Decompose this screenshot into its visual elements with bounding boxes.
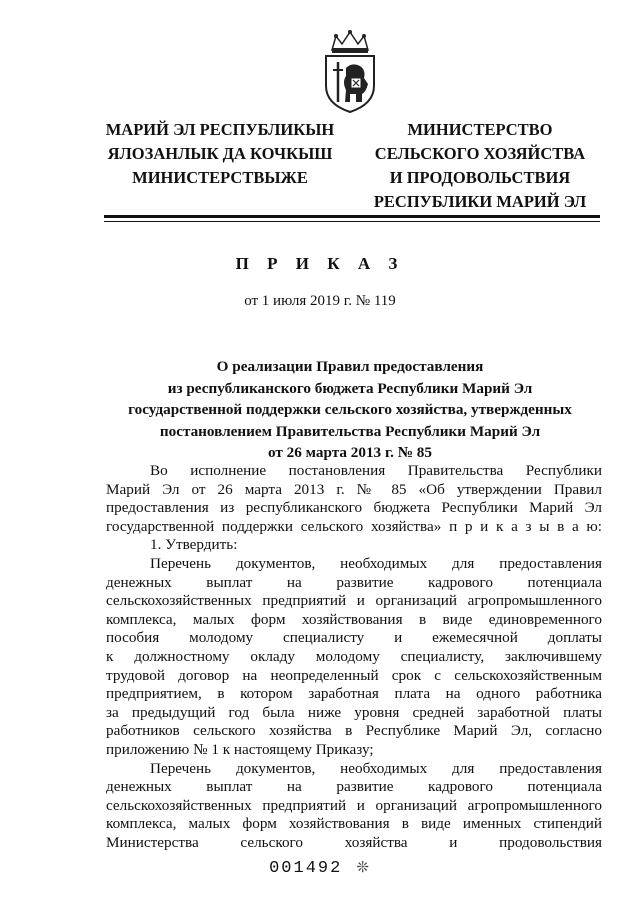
document-subject [100,356,600,464]
body-line: комплекса, малых форм хозяйствования в виде именных стипендий [106,815,602,833]
body-line: к должностному окладу молодому специалисту, заключившему [106,647,602,665]
header-divider-thick [104,215,600,218]
header-left-line: МАРИЙ ЭЛ РЕСПУБЛИКЫН [105,120,335,139]
seal-mark-icon: ❊ [356,858,371,876]
subject-line: государственной поддержки сельского хозяйства, утвержденных [128,401,572,418]
body-line: Марий Эл от 26 марта 2013 г. № 85 «Об утверждении Правил [106,480,602,498]
body-line: Министерства сельского хозяйства и продовольствия [106,833,602,851]
body-line: приложению № 1 к настоящему Приказу; [106,740,374,758]
body-line: сельскохозяйственных предприятий и организаций агропромышленного [106,796,602,814]
header-right-line: И ПРОДОВОЛЬСТВИЯ [389,168,571,187]
body-line: предоставления из республиканского бюджета Республики Марий Эл [106,499,602,517]
ministry-name-mari [100,118,340,190]
document-serial-number: 001492 [269,859,343,878]
page-footer [0,858,640,878]
body-line: пособия молодому специалисту и ежемесячной доплаты [106,629,602,647]
body-line: Перечень документов, необходимых для предоставления [150,554,602,572]
header-divider-thin [104,221,600,222]
body-line: предприятием, в котором заработная плата на одного работника [106,685,602,703]
body-line: работников сельского хозяйства в Республике Марий Эл, согласно [106,722,602,740]
subject-line: из республиканского бюджета Республики Марий Эл [167,379,533,397]
body-line: денежных выплат на развитие кадрового потенциала [106,778,602,796]
document-type-title: П Р И К А З [235,254,405,273]
body-line: Во исполнение постановления Правительства Республики [150,462,602,479]
body-line: комплекса, малых форм хозяйствования в виде единовременного [106,610,602,628]
body-line: трудовой договор на неопределенный срок с сельскохозяйственным [106,666,602,684]
header-right-line: СЕЛЬСКОГО ХОЗЯЙСТВА [374,144,586,163]
header-left-line: ЯЛОЗАНЛЫК ДА КОЧКЫШ [107,144,333,163]
body-line: сельскохозяйственных предприятий и организаций агропромышленного [106,592,602,610]
body-line: 1. Утвердить: [150,536,238,554]
subject-line: О реализации Правил предоставления [216,358,484,375]
ministry-name-russian [365,118,595,214]
subject-line: от 26 марта 2013 г. № 85 [268,444,432,461]
body-line: за предыдущий год была ниже уровня средней заработной платы [106,703,602,721]
header-left-line: МИНИСТЕРСТВЫЖЕ [132,168,308,187]
body-line: Перечень документов, необходимых для предоставления [150,759,602,777]
subject-line: постановлением Правительства Республики Марий Эл [159,422,541,440]
coat-of-arms-icon [318,28,382,114]
body-line: денежных выплат на развитие кадрового потенциала [106,573,602,591]
body-line: государственной поддержки сельского хозяйства» п р и к а з ы в а ю: [106,517,602,535]
document-body [106,462,602,852]
header-right-line: МИНИСТЕРСТВО [407,120,553,139]
header-right-line: РЕСПУБЛИКИ МАРИЙ ЭЛ [373,192,587,211]
document-date-number: от 1 июля 2019 г. № 119 [244,293,396,309]
